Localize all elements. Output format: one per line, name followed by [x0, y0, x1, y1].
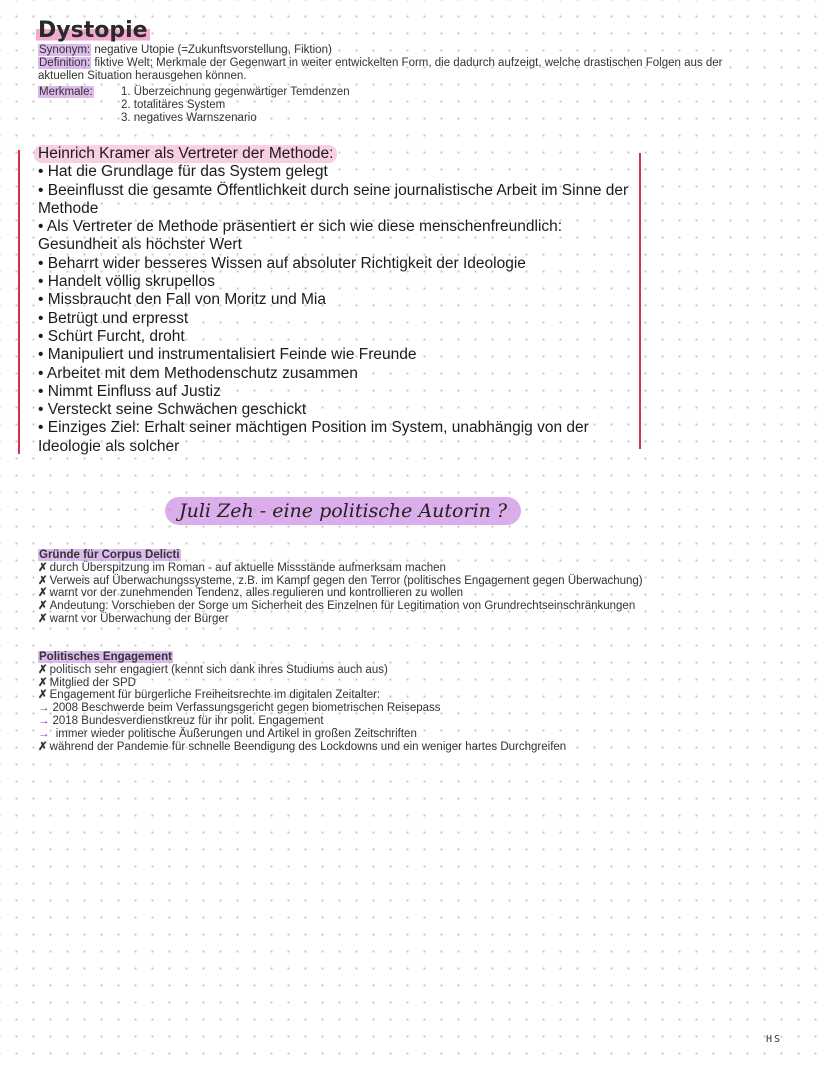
gruende-item-text: Andeutung: Vorschieben der Sorge um Sicherheit des Einzelnen für Legitimation von Grundrechtseinschränkungen — [49, 600, 636, 613]
left-red-margin-line — [18, 150, 20, 454]
cross-mark-icon: ✗ — [38, 587, 48, 600]
page-title: Dystopie — [38, 18, 148, 43]
kramer-point: • Hat die Grundlage für das System gelegt — [38, 163, 328, 181]
gruende-item — [38, 587, 738, 600]
engagement-item-text: 2008 Beschwerde beim Verfassungsgericht gegen biometrischen Reisepass — [52, 702, 441, 715]
engagement-item — [38, 728, 738, 741]
merkmale-label-text: Merkmale: — [39, 86, 93, 98]
arrow-right-icon: → — [38, 702, 50, 715]
kramer-point: • Beharrt wider besseres Wissen auf absoluter Richtigkeit der Ideologie — [38, 254, 526, 272]
merkmal-item: 1. Überzeichnung gegenwärtiger Temdenzen — [121, 86, 350, 98]
synonym-text: negative Utopie (=Zukunftsvorstellung, Fiktion) — [91, 44, 332, 56]
engagement-item-text: Engagement für bürgerliche Freiheitsrechte im digitalen Zeitalter: — [49, 689, 381, 702]
kramer-point: • Manipuliert und instrumentalisiert Feinde wie Freunde — [38, 346, 417, 364]
kramer-point: • Schürt Furcht, droht — [38, 327, 185, 345]
gruende-item-text: durch Überspitzung im Roman - auf aktuelle Missstände aufmerksam machen — [49, 561, 446, 574]
arrow-right-icon: → — [38, 714, 50, 727]
synonym-definition-block — [38, 44, 768, 83]
gruende-item-text: warnt vor Überwachung der Bürger — [49, 612, 229, 625]
gruende-item — [38, 600, 738, 613]
engagement-item-text: Mitglied der SPD — [49, 676, 136, 689]
definition-text: fiktive Welt; Merkmale der Gegenwart in weiter entwickelten Form, die dadurch aufzeigt, welche drastischen Folgen aus der aktuellen Situation herausgehen können. — [38, 57, 723, 82]
gruende-item-text: Verweis auf Überwachungssysteme, z.B. im Kampf gegen den Terror (politisches Engagement gegen Überwachung) — [49, 574, 643, 587]
right-red-margin-line — [639, 153, 641, 449]
gruende-heading: Gründe für Corpus Delicti — [39, 549, 180, 561]
kramer-point: • Einziges Ziel: Erhalt seiner mächtigen Position im System, unabhängig von der Ideologie als solcher — [38, 419, 589, 455]
engagement-item — [38, 715, 738, 728]
gruende-section — [38, 549, 738, 626]
engagement-item — [38, 689, 738, 702]
cross-mark-icon: ✗ — [38, 676, 48, 689]
engagement-item — [38, 702, 738, 715]
engagement-heading: Politisches Engagement — [39, 651, 172, 663]
kramer-point: • Versteckt seine Schwächen geschickt — [38, 401, 307, 419]
engagement-item-text: politisch sehr engagiert (kennt sich dank ihres Studiums auch aus) — [49, 663, 388, 676]
signature-initials: HS — [765, 1034, 782, 1045]
gruende-item-text: warnt vor der zunehmenden Tendenz, alles regulieren und kontrollieren zu wollen — [49, 587, 464, 600]
kramer-heading: Heinrich Kramer als Vertreter der Methode: — [34, 145, 337, 163]
engagement-item — [38, 664, 738, 677]
cross-mark-icon: ✗ — [38, 600, 48, 613]
merkmal-item: 3. negatives Warnszenario — [121, 112, 257, 124]
merkmale-list — [121, 86, 350, 125]
definition-line — [38, 57, 768, 83]
cross-mark-icon: ✗ — [38, 689, 48, 702]
engagement-item-text: immer wieder politische Äußerungen und Artikel in großen Zeitschriften — [52, 727, 417, 740]
synonym-label: Synonym: — [39, 44, 91, 56]
merkmale-label — [38, 86, 94, 99]
kramer-section — [38, 145, 638, 456]
synonym-line — [38, 44, 768, 57]
cross-mark-icon: ✗ — [38, 663, 48, 676]
cross-mark-icon: ✗ — [38, 561, 48, 574]
definition-label: Definition: — [39, 57, 91, 69]
kramer-point: • Arbeitet mit dem Methodenschutz zusammen — [38, 364, 358, 382]
kramer-point: • Missbraucht den Fall von Moritz und Mia — [38, 291, 326, 309]
engagement-item-text: 2018 Bundesverdienstkreuz für ihr polit. Engagement — [52, 714, 324, 727]
kramer-point: • Nimmt Einfluss auf Justiz — [38, 382, 221, 400]
gruende-item — [38, 562, 738, 575]
kramer-point: • Beeinflusst die gesamte Öffentlichkeit durch seine journalistische Arbeit im Sinne der Methode — [38, 181, 629, 217]
engagement-section — [38, 651, 738, 753]
engagement-item — [38, 741, 738, 754]
juli-zeh-banner: Juli Zeh - eine politische Autorin ? — [165, 497, 521, 525]
gruende-item — [38, 613, 738, 626]
merkmal-item: 2. totalitäres System — [121, 99, 226, 111]
engagement-item — [38, 677, 738, 690]
engagement-item-text: während der Pandemie für schnelle Beendigung des Lockdowns und ein weniger hartes Durchgreifen — [49, 740, 567, 753]
cross-mark-icon: ✗ — [38, 740, 48, 753]
kramer-point: • Als Vertreter de Methode präsentiert er sich wie diese menschenfreundlich: Gesundheit als höchster Wert — [38, 218, 563, 254]
cross-mark-icon: ✗ — [38, 612, 48, 625]
kramer-point: • Betrügt und erpresst — [38, 309, 189, 327]
kramer-point: • Handelt völlig skrupellos — [38, 273, 215, 291]
cross-mark-icon: ✗ — [38, 574, 48, 587]
gruende-item — [38, 575, 738, 588]
arrow-right-icon: → — [38, 727, 50, 740]
